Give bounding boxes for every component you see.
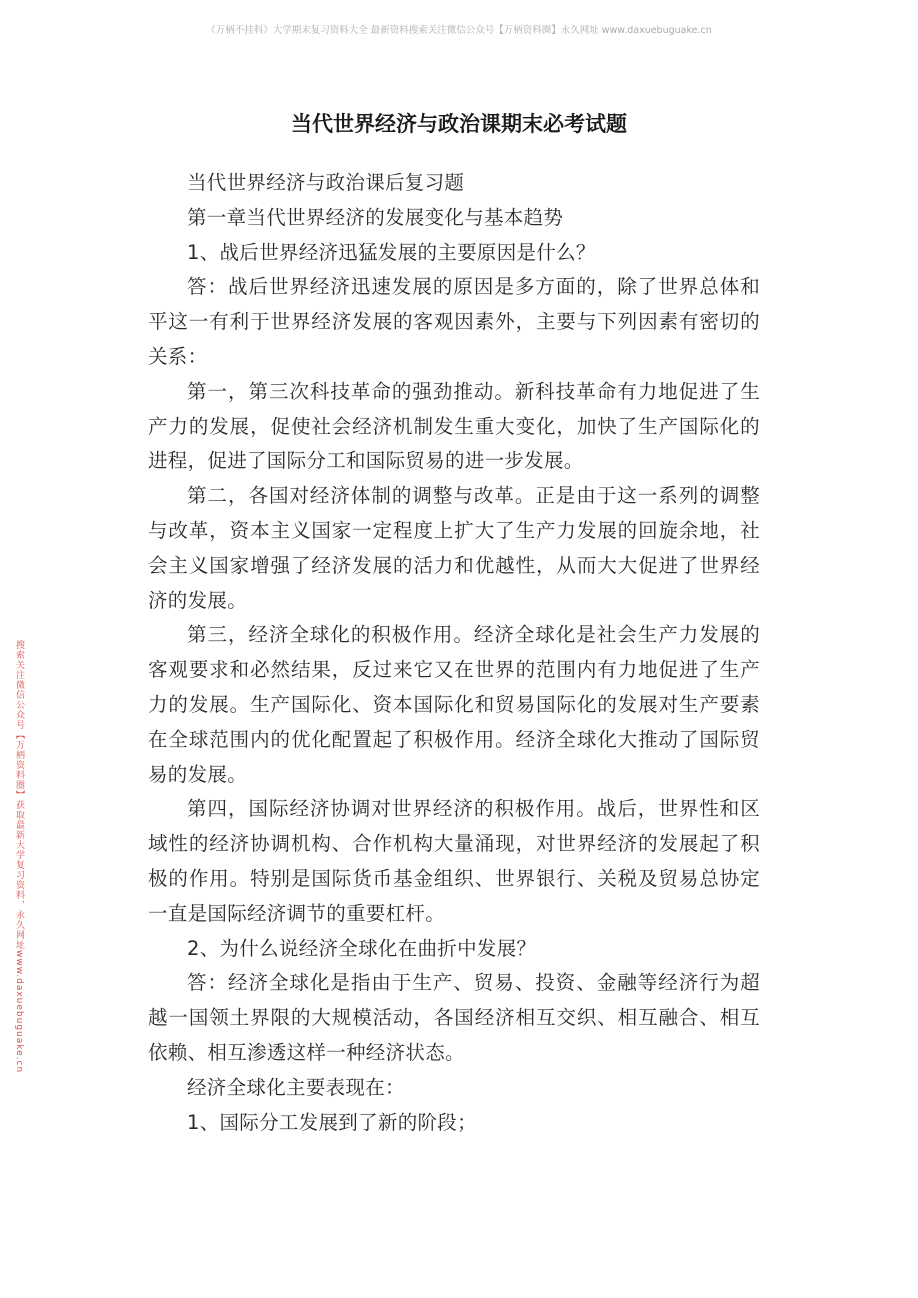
paragraph-reason-1: 第一，第三次科技革命的强劲推动。新科技革命有力地促进了生产力的发展，促使社会经济机制发生重大变化，加快了生产国际化的进程，促进了国际分工和国际贸易的进一步发展。 (148, 379, 760, 473)
paragraph-answer-1-intro: 答：战后世界经济迅速发展的原因是多方面的，除了世界总体和平这一有利于世界经济发展的客观因素外，主要与下列因素有密切的关系： (148, 275, 760, 368)
side-watermark-text: 搜索关注微信公众号【万柄资料圈】获取最新大学复习资料，永久网址www.daxuebuguake.cn (14, 640, 24, 1074)
document-title: 当代世界经济与政治课期末必考试题 (291, 112, 627, 136)
paragraph-globalization-heading: 经济全球化主要表现在： (187, 1075, 405, 1099)
paragraph-question-2: 2、为什么说经济全球化在曲折中发展？ (187, 936, 537, 960)
header-watermark-text: 《万柄不挂科》大学期末复习资料大全 最新资料搜索关注微信公众号【万柄资料圈】永久网址 www.daxuebuguake.cn (206, 25, 712, 36)
paragraph-reason-3: 第三，经济全球化的积极作用。经济全球化是社会生产力发展的客观要求和必然结果，反过来它又在世界的范围内有力地促进了生产力的发展。生产国际化、资本国际化和贸易国际化的发展对生产要素在全球范围内的优化配置起了积极作用。经济全球化大推动了国际贸易的发展。 (148, 623, 760, 786)
paragraph-reason-4: 第四，国际经济协调对世界经济的积极作用。战后，世界性和区域性的经济协调机构、合作机构大量涌现，对世界经济的发展起了积极的作用。特别是国际货币基金组织、世界银行、关税及贸易总协定一直是国际经济调节的重要杠杆。 (148, 797, 760, 925)
paragraph-reason-2: 第二，各国对经济体制的调整与改革。正是由于这一系列的调整与改革，资本主义国家一定程度上扩大了生产力发展的回旋余地，社会主义国家增强了经济发展的活力和优越性，从而大大促进了世界经济的发展。 (148, 484, 760, 612)
paragraph-chapter-heading: 第一章当代世界经济的发展变化与基本趋势 (187, 205, 564, 229)
paragraph-list-item-1: 1、国际分工发展到了新的阶段； (187, 1110, 477, 1134)
document-body (148, 166, 760, 1140)
paragraph-question-1: 1、战后世界经济迅猛发展的主要原因是什么？ (187, 240, 596, 264)
paragraph-answer-2: 答：经济全球化是指由于生产、贸易、投资、金融等经济行为超越一国领土界限的大规模活动，各国经济相互交织、相互融合、相互依赖、相互渗透这样一种经济状态。 (148, 971, 760, 1064)
paragraph-subtitle: 当代世界经济与政治课后复习题 (187, 171, 465, 194)
